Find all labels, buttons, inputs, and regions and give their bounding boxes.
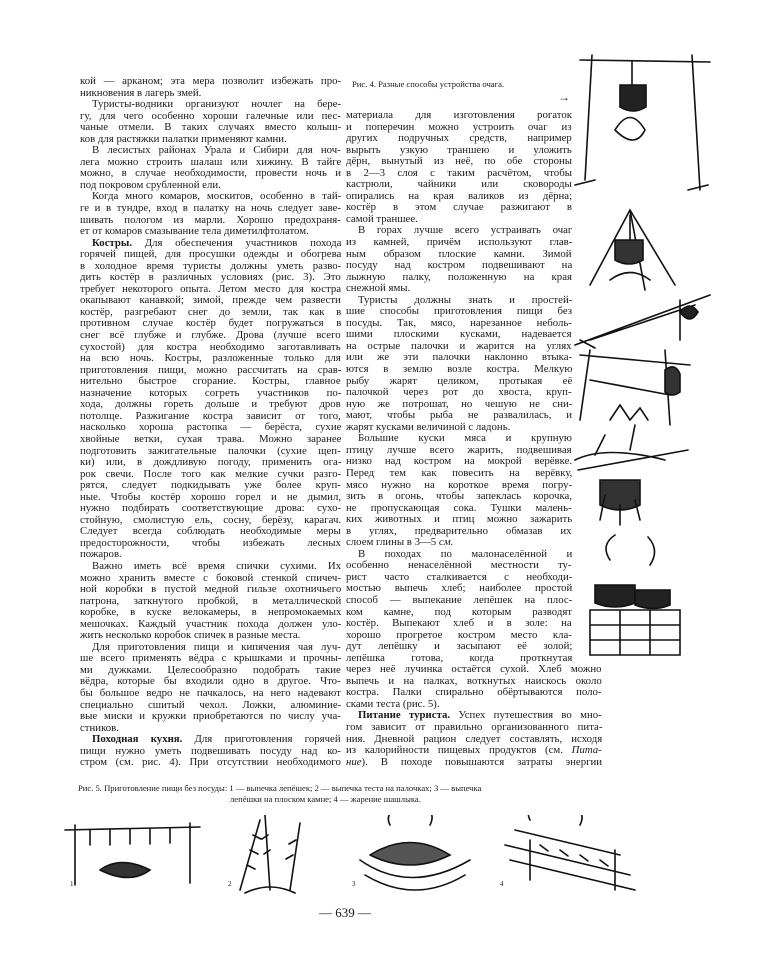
text-run: других подручных средств, например [346, 132, 572, 145]
text-run: снежной ямы. [346, 282, 411, 295]
text-run: и поперечин можно устроить очаг из [346, 120, 572, 133]
pot-on-sticks-sketch [575, 425, 688, 525]
text-run: на всю ночь. Костры, разложенные только для [80, 352, 341, 365]
text-run: выпечь и на палках, воткнутых наискось около [346, 674, 602, 687]
text-run: противном случае костёр будет погружаться в [80, 317, 342, 330]
pots-on-stones-sketch [590, 535, 680, 655]
text-run: в 2—3 слоя с таким расчётом, чтобы [346, 166, 572, 179]
text-run: из калорийности пищевых продуктов (см. [346, 744, 572, 757]
text-run: ков для растяжки палатки применяют камни. [80, 132, 287, 145]
text-run: окапывают канавкой; зимой, прежде чем развести [80, 294, 341, 307]
text-run: В лесистых районах Урала и Сибири для ноч- [92, 144, 341, 157]
text-run: можно хранить вместе с боковой стенкой спичеч- [80, 571, 341, 584]
text-run: или же эти палочки наклонно втыка- [346, 351, 573, 364]
flat-stone-sketch [360, 815, 470, 890]
text-run: вёдра, которые бы входили одно в другое. Что- [80, 675, 341, 688]
text-run: на острые палочки и жарится на углях [346, 339, 572, 352]
figure-5-caption-line-2: лепёшки на плоском камне; 4 — жарение шашлыка. [230, 794, 421, 804]
text-run: рыбу жарят целиком, протыкая её [346, 374, 573, 387]
text-run: горячей пищей, для просушки одежды и обогрева [80, 248, 342, 261]
text-run: костёр. Выпекают хлеб и в золе: на [346, 617, 572, 630]
text-run: ких животных и птиц можно зажарить [346, 513, 573, 526]
text-run: ми дужками. Целесообразно подобрать такие [80, 663, 341, 676]
text-run: Важно иметь всё время спички сухими. Их [92, 559, 342, 572]
text-run: особенно ненаселённой местности ту- [346, 559, 572, 572]
text-run: назначение которых согреть участников по- [80, 386, 342, 399]
text-line [80, 757, 341, 769]
text-run: лега можно строить шалаш или хижину. В тайге [80, 155, 342, 168]
text-run: низко над костром на мокрой верёвке. [346, 455, 573, 468]
text-run: см. [438, 536, 454, 549]
text-run: мостью выпечь хлеб; наиболее простой [346, 582, 573, 595]
dough-sticks-sketch [240, 815, 300, 893]
text-run: рятся, следует подкидывать уже более круп- [80, 479, 341, 492]
right-text-column [346, 109, 603, 768]
text-run: ет от комаров смазывание тела диметилфтолатом. [80, 225, 309, 238]
text-run: вырыть узкую траншею и уложить [346, 143, 572, 156]
text-run: лыжную палку, положенную на края [346, 270, 572, 283]
figure-5-label-2: 2 [228, 880, 232, 888]
text-run: Следует всегда соблюдать необходимые меры [80, 525, 341, 538]
text-run: слоем глины в 3—5 [346, 536, 439, 549]
text-run: бы большое ведро не пачкалось, на него надевают [80, 686, 341, 699]
left-text-column [80, 76, 341, 769]
text-run: сухостой) для костра необходимо заготавливать [80, 340, 341, 353]
text-run: Большие куски мяса и крупную [358, 432, 572, 445]
text-run: ). В походе повышаются затраты энергии [361, 755, 603, 768]
text-run: дут лепёшку и засыпают её золой; [346, 640, 573, 653]
text-run: нужно подбирать соответствующие дрова: сухо- [80, 502, 342, 515]
run-in-heading: Походная кухня. [92, 733, 183, 746]
text-run: специально сшитый чехол. Ложки, алюминие- [80, 698, 342, 711]
text-run: можно, в случае необходимости, провести ночь и [80, 167, 342, 180]
text-run: гу, для чего особенно хороши галечные или пес- [80, 109, 341, 122]
text-run: В горах лучше всего устраивать очаг [358, 224, 573, 237]
text-run: пищи нужно уметь подвешивать посуду над ко- [80, 744, 341, 757]
text-run: рок свечи. После того как мелкие сучки разго- [80, 467, 342, 480]
text-run: хода, должны гореть дольше и требуют дров [80, 398, 341, 411]
text-run: Для приготовления горячей [182, 733, 341, 746]
text-run: посуды. Так, мясо, нарезанное неболь- [346, 316, 572, 329]
text-run: Перед тем как повесить на верёвку, [346, 466, 573, 479]
text-run: Успех путешествия во мно- [450, 709, 602, 722]
text-run: дить костёр в различных условиях (рис. 3). Это [80, 271, 341, 284]
text-run: ки) или, в дождливую погоду, применить ога- [80, 456, 342, 469]
text-run: стойную, смолистую ель, сосну, берёзу, карагач. [80, 513, 342, 526]
text-run: снег всё глубже и глубже. Дрова (лучше всего [80, 329, 341, 342]
figure-4-caption: Рис. 4. Разные способы устройства очага. [352, 79, 505, 89]
figure-5-caption-line-1: Рис. 5. Приготовление пищи без посуды: 1 — выпечка лепёшек; 2 — выпечка теста на палочках; 3 — выпечка [78, 783, 482, 793]
text-run: мешочках. Каждый участник похода должен уло- [80, 617, 342, 630]
text-run: предосторожности, чтобы избежать лесных [80, 536, 341, 549]
text-run: костёр, разгребают снег до земли, так как в [80, 305, 342, 318]
stake-frame-sketch [580, 350, 690, 425]
text-run: сками теста (рис. 5). [346, 697, 440, 710]
text-run: ные. Чтобы костёр хорошо горел и не дымил, [80, 490, 342, 503]
text-run: кой — арканом; эта мера позволит избежать про- [80, 75, 342, 87]
text-run: Для обеспечения участников похода [132, 236, 342, 249]
text-run: ше всего применять вёдра с крышками и прочны- [80, 652, 342, 665]
text-run: коробке, в куске велокамеры, в непромокаемых [80, 606, 342, 619]
text-run: кастрюли, чайники или сковороды [346, 178, 572, 191]
text-run: вые миски и кружки приобретаются по числу уча- [80, 710, 341, 723]
text-run: ным образом плоские камни. Зимой [346, 247, 572, 260]
text-run: хорошо прогретое костром место кла- [346, 628, 572, 641]
text-run: мясо нужно на короткое время погру- [346, 478, 573, 491]
text-run: Пита- [571, 744, 602, 757]
text-run: стром (см. рис. 4). При отсутствии необходимого [80, 756, 341, 769]
run-in-heading: Питание туриста. [358, 709, 451, 722]
text-run: птицу лучше всего жарить, подвешивая [346, 443, 572, 456]
text-run: в холодное время туристы должны уметь разво- [80, 259, 342, 272]
text-run: приготовления пищи, можно рассчитать на срав- [80, 363, 342, 376]
text-run: жить несколько коробок спичек в разные места. [80, 629, 301, 642]
flatbread-sticks-sketch [65, 823, 200, 885]
text-line [346, 757, 602, 769]
text-run: Для приготовления пищи и кипячения чая луч- [92, 640, 341, 653]
arrow-right-icon: → [558, 90, 570, 104]
figure-5-label-3: 3 [352, 880, 356, 888]
text-run: ной коробки в пустой медной гильзе охотничьего [80, 583, 342, 596]
text-run: лепёшка готова, когда проткнутая [346, 651, 573, 664]
text-run: шивать пологом из марли. Хорошо предохраня- [80, 213, 341, 226]
text-run: зить в огонь, чтобы запеклась корочка, [346, 490, 573, 503]
text-run: ние [346, 755, 362, 768]
text-run: костёр в этом случае разжигают в [346, 201, 572, 214]
text-line [80, 711, 341, 723]
text-run: дёрн, вынутый из неё, по обе стороны [346, 155, 573, 168]
text-run: стников. [80, 721, 119, 734]
text-run: шие способы приготовления пищи без [346, 305, 573, 318]
text-run: в углях, предварительно обмазав их [346, 524, 572, 537]
run-in-heading: Костры. [92, 236, 133, 249]
text-run: из камней, причём используют глав- [346, 236, 573, 249]
hanging-pot-sketch [590, 210, 675, 290]
text-run: потолще. Разжигание костра зависит от того, [80, 409, 341, 422]
text-run: В походах по малонаселённой и [358, 547, 573, 560]
text-run: ния. Дневной рацион следует составлять, исходя [346, 732, 603, 745]
text-run: самой траншее. [346, 212, 418, 225]
text-run: чаные отмели. В таких случаях вместо колыш- [80, 121, 342, 134]
text-run: жарят кусками величиной с ладонь. [346, 420, 511, 433]
text-run: ную же потрошат, но чешую не сни- [346, 397, 573, 410]
text-run: требует некоторого опыта. Летом место для костра [80, 282, 342, 295]
text-run: нительно быстрое сгорание. Костры, главное [80, 375, 341, 388]
text-run: насколько хороша растопка — берёста, сухие [80, 421, 342, 434]
text-run: пожаров. [80, 548, 122, 561]
text-run: никновения в лагерь змей. [80, 86, 202, 99]
text-run: опирались на края валиков из дёрна; [346, 189, 573, 202]
text-run: палочкой через рот до хвоста, круп- [346, 386, 572, 399]
text-run: хвойные ветки, сухая трава. Можно заранее [80, 432, 342, 445]
sticks-sketch [575, 295, 710, 348]
figure-4-illustrations [570, 50, 730, 720]
text-run: подготовить зажигательные палочки (сухие щеп- [80, 444, 341, 457]
page-number: — 639 — [319, 905, 371, 920]
text-run: Когда много комаров, москитов, особенно в тай- [92, 190, 342, 203]
text-run: Туристы должны знать и простей- [358, 293, 573, 306]
figure-5-label-1: 1 [70, 880, 74, 888]
text-run: рист часто сталкивается с необходи- [346, 570, 573, 583]
text-run: ге и в тундре, вход в палатку на ночь следует заве- [80, 202, 342, 215]
text-run: не пропускающая сока. Тушки малень- [346, 501, 572, 514]
text-run: мают, чтобы рыба не развалилась, и [346, 409, 573, 422]
text-run: костра. Палки спирально обёртываются поло- [346, 686, 602, 699]
shashlik-sketch [505, 815, 635, 890]
text-run: способ — выпекание лепёшек на плос- [346, 593, 573, 606]
text-run: через неё лучинка остаётся сухой. Хлеб можно [346, 663, 602, 676]
text-run: материала для изготовления рогаток [346, 109, 573, 121]
tripod-hearth-sketch [575, 55, 710, 190]
figure-5-illustrations [60, 815, 660, 905]
text-run: гом зависит от правильно организованного пита- [346, 720, 603, 733]
figure-5-label-4: 4 [500, 880, 504, 888]
text-run: посуду над костром подвешивают на [346, 259, 573, 272]
text-run: Туристы-водники организуют ночлег на бере- [92, 98, 342, 111]
text-run: под покровом срубленной ели. [80, 178, 221, 191]
text-run: шими плоскими кусками, надевается [346, 328, 572, 341]
text-run: ются в землю возле костра. Мелкую [346, 363, 573, 376]
text-run: патрона, заткнутого пробкой, в металлической [80, 594, 342, 607]
text-run: ком камне, под которым разводят [346, 605, 573, 618]
